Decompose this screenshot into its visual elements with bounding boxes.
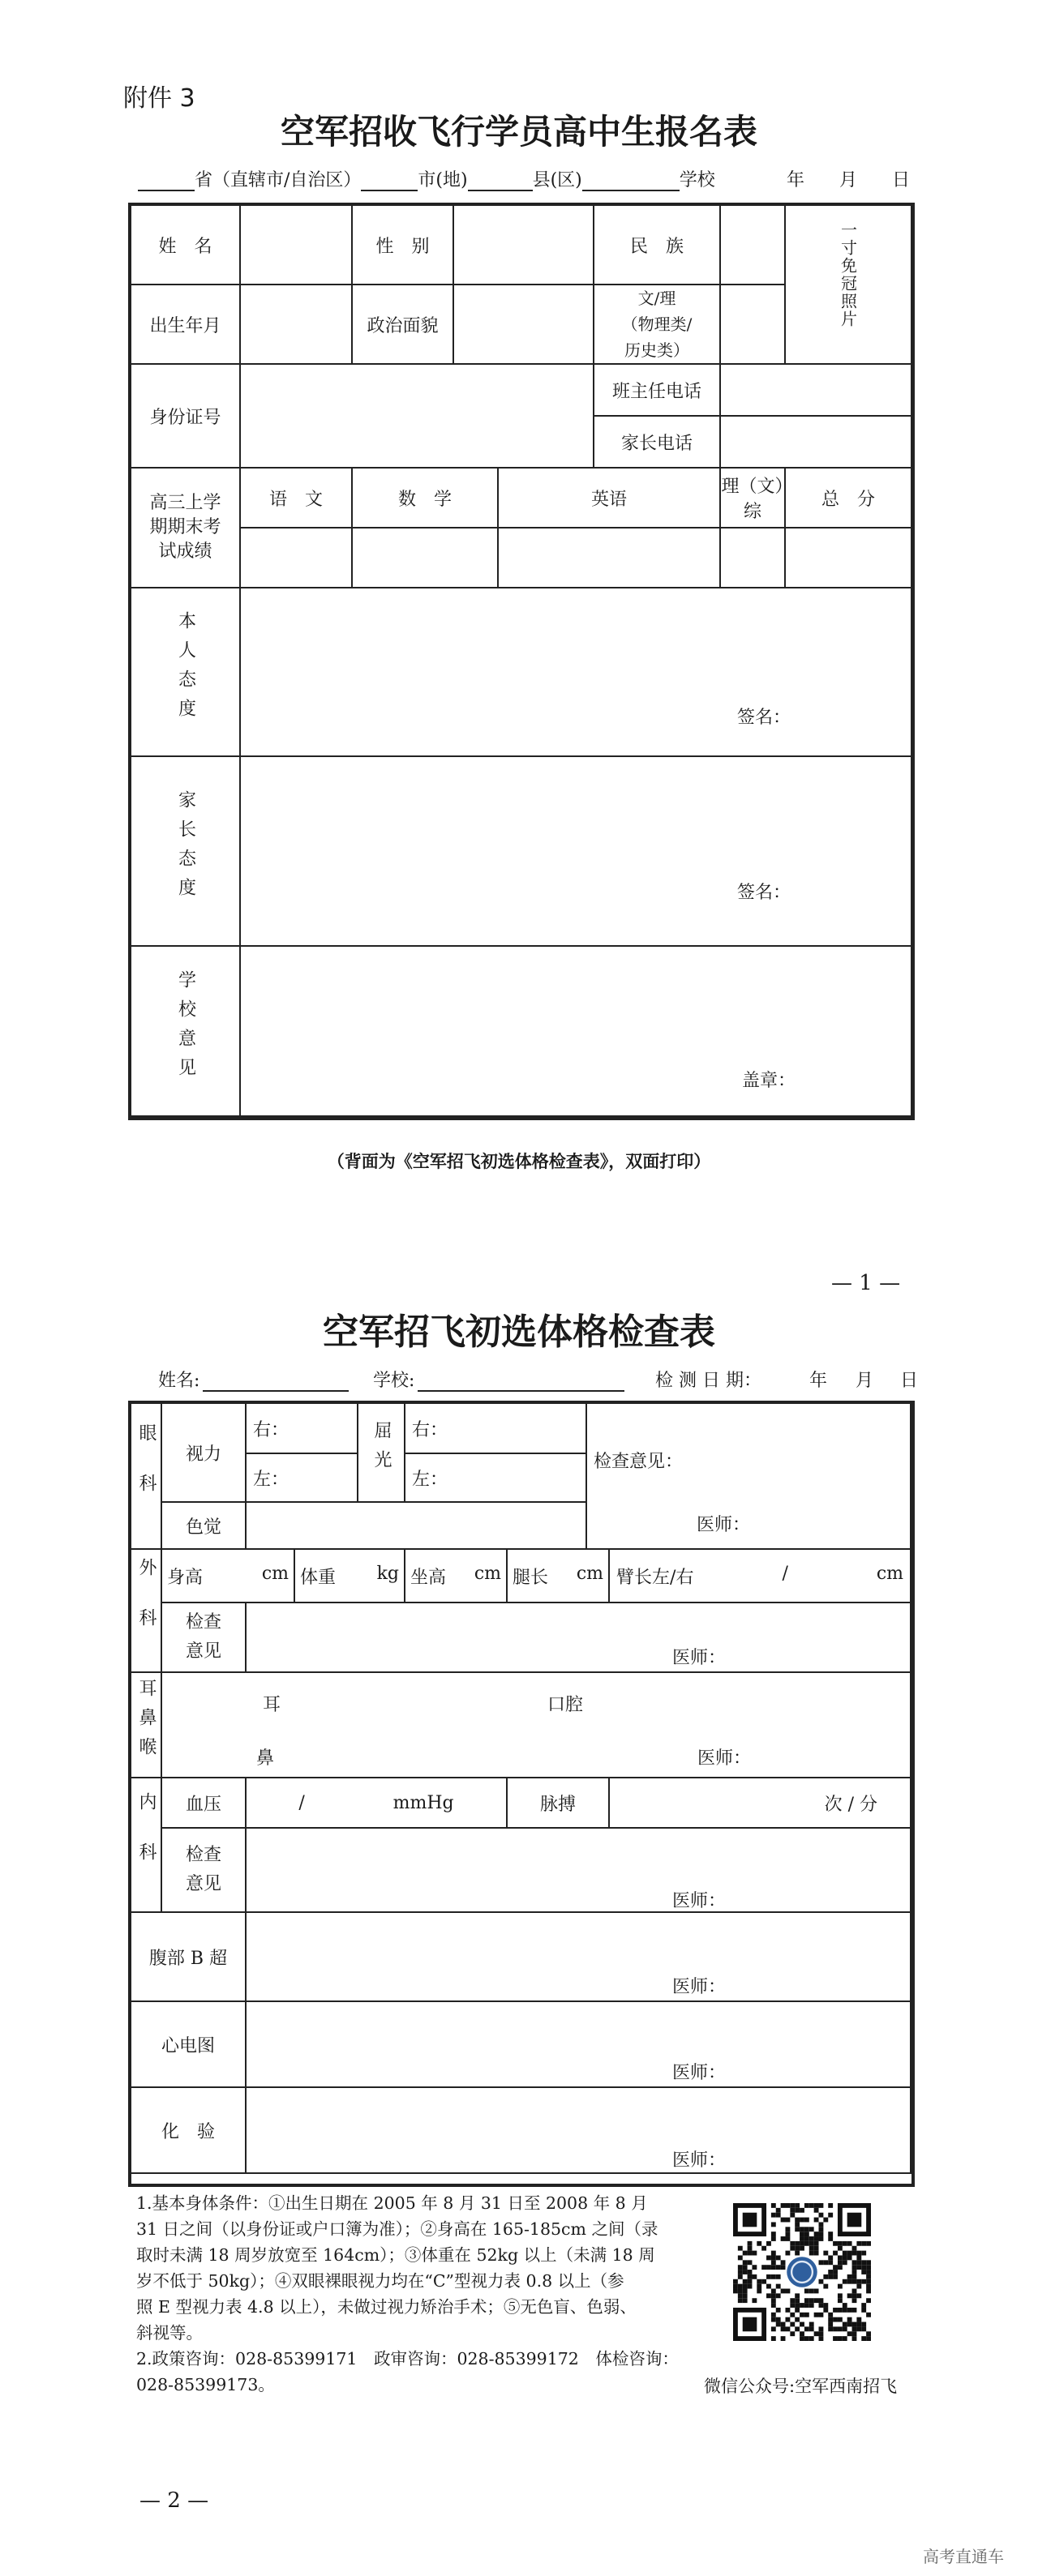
page-number-1: — 1 — bbox=[831, 1271, 901, 1295]
eye-doctor-label: 医师： bbox=[697, 1515, 751, 1535]
eye-opinion-field[interactable] bbox=[586, 1403, 911, 1549]
parent-attitude-label: 家长态度 bbox=[131, 756, 240, 946]
eye-label: 眼科 bbox=[131, 1403, 161, 1549]
vision-left-field[interactable] bbox=[246, 1453, 358, 1502]
surgery-opinion-label: 检查 意见 bbox=[161, 1603, 246, 1672]
month-label: 月 bbox=[839, 170, 858, 190]
attachment-label: 附件 3 bbox=[123, 84, 195, 113]
chinese-label: 语 文 bbox=[240, 468, 352, 528]
height-label: 身高 bbox=[167, 1567, 204, 1588]
teacher-phone-field[interactable] bbox=[720, 364, 911, 416]
leg-length-label: 腿长 bbox=[513, 1567, 549, 1588]
height-field[interactable] bbox=[161, 1549, 294, 1603]
notes-line-5: 照 E 型视力表 4.8 以上），未做过视力矫治手术；⑤无色盲、色弱、 bbox=[136, 2297, 637, 2317]
exam-day-label: 日 bbox=[900, 1371, 919, 1391]
nose-label: 鼻 bbox=[256, 1748, 275, 1769]
total-score[interactable] bbox=[785, 528, 911, 588]
id-number-field[interactable] bbox=[240, 364, 594, 468]
year-label: 年 bbox=[787, 170, 805, 190]
parent-attitude-field[interactable] bbox=[240, 756, 911, 946]
pulse-label: 脉搏 bbox=[507, 1778, 609, 1828]
self-attitude-label: 本人态度 bbox=[131, 588, 240, 756]
weight-label: 体重 bbox=[300, 1567, 337, 1588]
photo-label: 一寸免冠照片 bbox=[838, 221, 858, 328]
registration-table bbox=[130, 204, 912, 1117]
refraction-left-label: 左： bbox=[412, 1469, 448, 1490]
county-blank[interactable] bbox=[468, 170, 533, 191]
leg-length-field[interactable] bbox=[507, 1549, 609, 1603]
science-score[interactable] bbox=[720, 528, 785, 588]
ecg-doctor-label: 医师： bbox=[672, 2063, 727, 2083]
teacher-phone-label: 班主任电话 bbox=[594, 364, 720, 416]
photo-box[interactable] bbox=[785, 205, 911, 364]
weight-unit: kg bbox=[376, 1563, 400, 1584]
county-label: 县(区) bbox=[532, 170, 582, 190]
color-vision-label: 色觉 bbox=[161, 1502, 246, 1549]
watermark: 高考直通车 bbox=[923, 2547, 1004, 2566]
city-label: 市(地) bbox=[418, 170, 468, 190]
bp-slash: / bbox=[298, 1792, 305, 1813]
school-opinion-label: 学校意见 bbox=[131, 946, 240, 1116]
name-field[interactable] bbox=[240, 205, 352, 285]
weight-field[interactable] bbox=[294, 1549, 405, 1603]
seal-label: 盖章： bbox=[742, 1071, 796, 1091]
ear-label: 耳 bbox=[263, 1695, 281, 1715]
scores-label: 高三上学 期期末考 试成绩 bbox=[131, 468, 240, 588]
vision-label: 视力 bbox=[161, 1403, 246, 1502]
political-label: 政治面貌 bbox=[352, 285, 453, 364]
eye-opinion-label: 检查意见： bbox=[594, 1452, 684, 1472]
id-number-label: 身份证号 bbox=[131, 364, 240, 468]
internal-opinion-field[interactable] bbox=[246, 1828, 911, 1912]
surgery-doctor-label: 医师： bbox=[672, 1648, 727, 1668]
notes-line-8: 028-85399173。 bbox=[136, 2375, 275, 2394]
ent-label: 耳鼻喉 bbox=[131, 1672, 161, 1778]
exam-month-label: 月 bbox=[856, 1371, 874, 1391]
refraction-label: 屈光 bbox=[358, 1403, 405, 1502]
lab-label: 化 验 bbox=[131, 2087, 246, 2173]
surgery-label: 外科 bbox=[131, 1549, 161, 1672]
vision-left-label: 左： bbox=[253, 1469, 290, 1490]
arm-length-unit: cm bbox=[876, 1563, 904, 1584]
pulse-unit: 次 / 分 bbox=[824, 1794, 878, 1815]
political-field[interactable] bbox=[453, 285, 594, 364]
total-label: 总 分 bbox=[785, 468, 911, 528]
internal-label: 内科 bbox=[131, 1778, 161, 1912]
qr-code[interactable] bbox=[733, 2203, 871, 2341]
ethnicity-label: 民 族 bbox=[594, 205, 720, 285]
name-label: 姓 名 bbox=[131, 205, 240, 285]
arm-length-label: 臂长左/右 bbox=[616, 1567, 694, 1588]
page-title: 空军招收飞行学员高中生报名表 bbox=[280, 112, 757, 152]
exam-school-label: 学校: bbox=[373, 1371, 415, 1391]
exam-date-label: 检 测 日 期： bbox=[655, 1371, 761, 1391]
surgery-opinion-field[interactable] bbox=[246, 1603, 911, 1672]
self-signature-label: 签名： bbox=[737, 708, 791, 728]
leg-length-unit: cm bbox=[576, 1563, 604, 1584]
english-score[interactable] bbox=[498, 528, 720, 588]
parent-phone-label: 家长电话 bbox=[594, 416, 720, 468]
math-label: 数 学 bbox=[352, 468, 498, 528]
ent-field[interactable] bbox=[161, 1672, 911, 1778]
school-blank[interactable] bbox=[582, 170, 680, 191]
parent-phone-field[interactable] bbox=[720, 416, 911, 468]
birth-label: 出生年月 bbox=[131, 285, 240, 364]
self-attitude-field[interactable] bbox=[240, 588, 911, 756]
exam-name-label: 姓名: bbox=[158, 1371, 200, 1391]
color-vision-field[interactable] bbox=[246, 1502, 586, 1549]
physical-exam-table bbox=[130, 1402, 911, 2174]
ecg-label: 心电图 bbox=[131, 2001, 246, 2087]
bp-unit: mmHg bbox=[392, 1792, 454, 1813]
gender-field[interactable] bbox=[453, 205, 594, 285]
lab-field[interactable] bbox=[246, 2087, 911, 2173]
notes-line-4: 岁不低于 50kg）；④双眼裸眼视力均在“C”型视力表 0.8 以上（参 bbox=[136, 2271, 624, 2291]
parent-signature-label: 签名： bbox=[737, 883, 791, 903]
lab-doctor-label: 医师： bbox=[672, 2150, 727, 2171]
qr-code-image bbox=[733, 2203, 871, 2341]
english-label: 英语 bbox=[498, 468, 720, 528]
notes-line-7: 2.政策咨询：028-85399171 政审咨询：028-85399172 体检咨询： bbox=[136, 2349, 679, 2368]
notes-line-6: 斜视等。 bbox=[136, 2323, 203, 2343]
mouth-label: 口腔 bbox=[547, 1695, 584, 1715]
vision-right-label: 右： bbox=[253, 1419, 290, 1440]
height-unit: cm bbox=[261, 1563, 289, 1584]
arm-length-field[interactable] bbox=[609, 1549, 911, 1603]
birth-field[interactable] bbox=[240, 285, 352, 364]
b-ultrasound-doctor-label: 医师： bbox=[672, 1977, 727, 1997]
refraction-right-field[interactable] bbox=[405, 1403, 586, 1453]
notes-line-1: 1.基本身体条件：①出生日期在 2005 年 8 月 31 日至 2008 年 8 月 bbox=[136, 2193, 648, 2213]
ent-doctor-label: 医师： bbox=[697, 1748, 752, 1769]
notes-line-3: 取时未满 18 周岁放宽至 164cm）；③体重在 52kg 以上（未满 18 周 bbox=[136, 2245, 655, 2265]
sitting-height-field[interactable] bbox=[405, 1549, 507, 1603]
print-note: （背面为《空军招飞初选体格检查表》，双面打印） bbox=[327, 1151, 711, 1171]
wechat-label: 微信公众号:空军西南招飞 bbox=[704, 2377, 898, 2396]
city-blank[interactable] bbox=[361, 170, 418, 191]
science-label: 理（文）综 bbox=[720, 468, 785, 528]
page-number-2: — 2 — bbox=[139, 2488, 209, 2513]
vision-right-field[interactable] bbox=[246, 1403, 358, 1453]
track-field[interactable] bbox=[720, 285, 785, 364]
ethnicity-field[interactable] bbox=[720, 205, 785, 285]
notes-line-2: 31 日之间（以身份证或户口簿为准）；②身高在 165-185cm 之间（录 bbox=[136, 2219, 658, 2239]
conditions-notes bbox=[136, 2190, 704, 2398]
exam-title: 空军招飞初选体格检查表 bbox=[323, 1312, 715, 1353]
exam-name-blank[interactable] bbox=[203, 1371, 349, 1392]
internal-doctor-label: 医师： bbox=[672, 1891, 727, 1911]
school-label: 学校 bbox=[679, 170, 715, 190]
gender-label: 性 别 bbox=[352, 205, 453, 285]
school-opinion-field[interactable] bbox=[240, 946, 911, 1116]
sitting-height-unit: cm bbox=[474, 1563, 502, 1584]
bp-field[interactable] bbox=[246, 1778, 507, 1828]
pulse-field[interactable] bbox=[609, 1778, 911, 1828]
internal-opinion-label: 检查 意见 bbox=[161, 1828, 246, 1912]
track-label: 文/理 （物理类/ 历史类） bbox=[594, 285, 720, 364]
bp-label: 血压 bbox=[161, 1778, 246, 1828]
refraction-right-label: 右： bbox=[412, 1419, 448, 1440]
ecg-field[interactable] bbox=[246, 2001, 911, 2087]
chinese-score[interactable] bbox=[240, 528, 352, 588]
exam-year-label: 年 bbox=[809, 1371, 828, 1391]
day-label: 日 bbox=[892, 170, 911, 190]
b-ultrasound-label: 腹部 B 超 bbox=[131, 1912, 246, 2001]
province-blank[interactable] bbox=[138, 170, 195, 191]
arm-length-slash: / bbox=[782, 1563, 788, 1584]
refraction-left-field[interactable] bbox=[405, 1453, 586, 1502]
sitting-height-label: 坐高 bbox=[410, 1567, 447, 1588]
math-score[interactable] bbox=[352, 528, 498, 588]
b-ultrasound-field[interactable] bbox=[246, 1912, 911, 2001]
exam-school-blank[interactable] bbox=[418, 1371, 624, 1392]
province-label: 省（直辖市/自治区） bbox=[195, 170, 362, 190]
